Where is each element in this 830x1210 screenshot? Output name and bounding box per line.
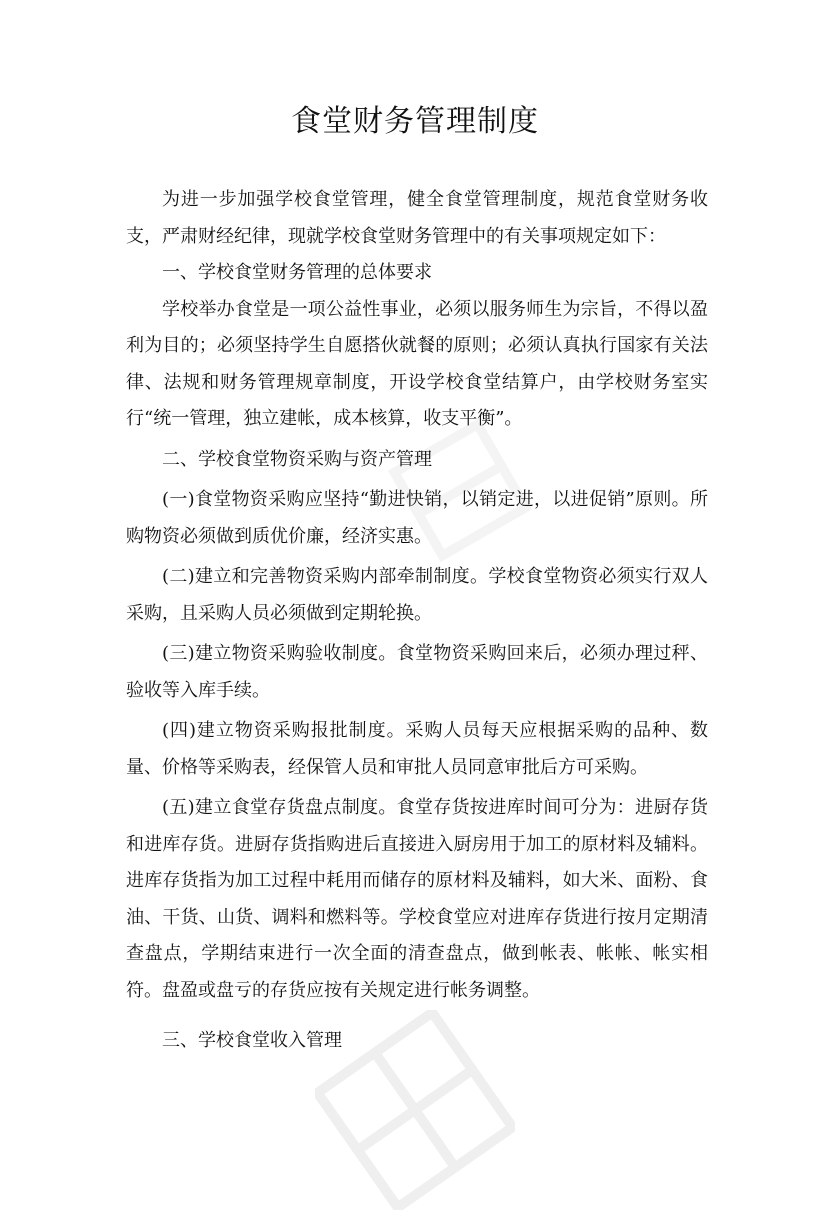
- section-heading-3: 三、学校食堂收入管理: [162, 1030, 342, 1051]
- section-1-paragraph: 学校举办食堂是一项公益性事业，必须以服务师生为宗旨，不得以盈利为目的；必须坚持学生自愿搭伙就餐的原则；必须认真执行国家有关法律、法规和财务管理规章制度，开设学校食堂结算户，由学校财务室实行“统一管理，独立建帐，成本核算，收支平衡”。: [126, 298, 708, 429]
- section-heading-1: 一、学校食堂财务管理的总体要求: [162, 262, 432, 283]
- page-title: 食堂财务管理制度: [291, 104, 539, 139]
- item-1-paragraph: (一)食堂物资采购应坚持“勤进快销，以销定进，以进促销”原则。所购物资必须做到质优价廉，经济实惠。: [126, 489, 708, 547]
- document-body: [126, 182, 708, 1060]
- section-heading-2: 二、学校食堂物资采购与资产管理: [162, 448, 432, 470]
- item-3-paragraph: (三)建立物资采购验收制度。食堂物资采购回来后，必须办理过秤、验收等入库手续。: [126, 643, 708, 701]
- item-2-paragraph: (二)建立和完善物资采购内部牵制制度。学校食堂物资必须实行双人采购，且采购人员必须做到定期轮换。: [126, 566, 708, 624]
- item-5-paragraph: (五)建立食堂存货盘点制度。食堂存货按进库时间可分为：进厨存货和进库存货。进厨存货指购进后直接进入厨房用于加工的原材料及辅料。进库存货指为加工过程中耗用而储存的原材料及辅料，如大米、面粉、食油、干货、山货、调料和燃料等。学校食堂应对进库存货进行按月定期清查盘点，学期结束进行一次全面的清查盘点，做到帐表、帐帐、帐实相符。盘盈或盘亏的存货应按有关规定进行帐务调整。: [126, 797, 708, 1001]
- item-4-paragraph: (四)建立物资采购报批制度。采购人员每天应根据采购的品种、数量、价格等采购表，经保管人员和审批人员同意审批后方可采购。: [126, 720, 708, 778]
- intro-paragraph: 为进一步加强学校食堂管理，健全食堂管理制度，规范食堂财务收支，严肃财经纪律，现就学校食堂财务管理中的有关事项规定如下：: [126, 189, 708, 247]
